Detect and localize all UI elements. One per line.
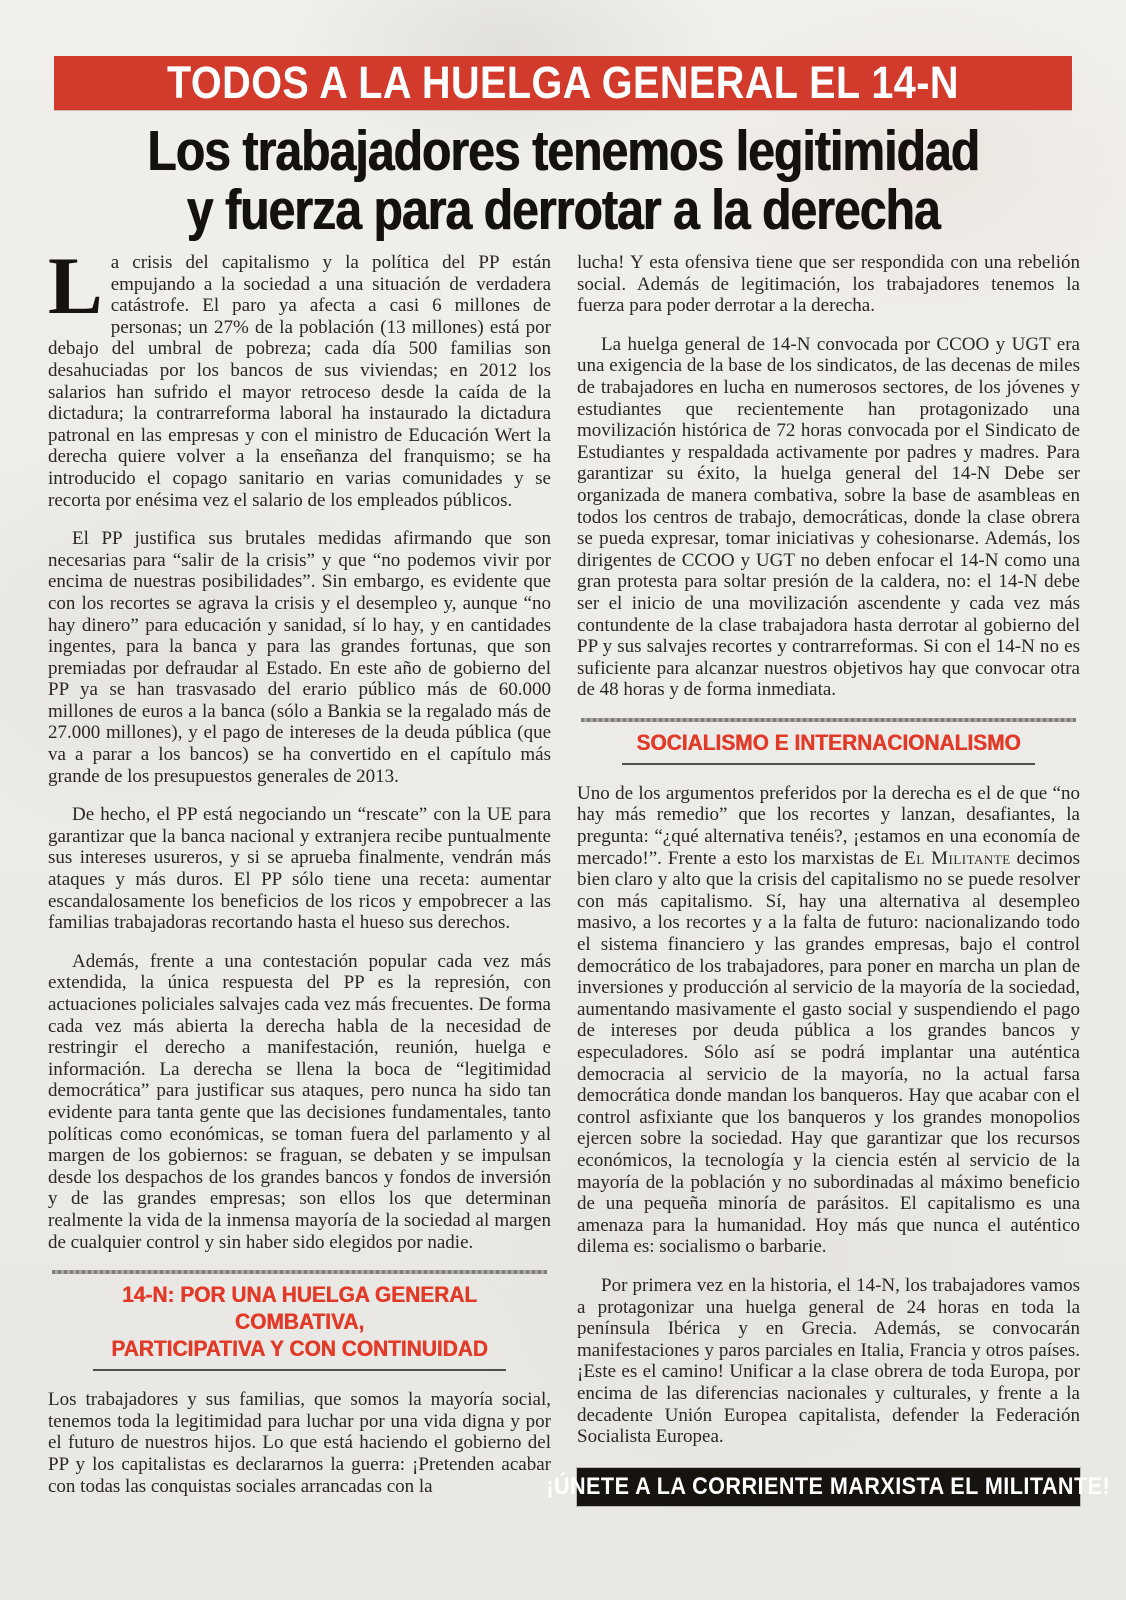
- headline-line-1: Los trabajadores tenemos legitimidad: [147, 119, 979, 183]
- headline-line-2: y fuerza para derrotar a la derecha: [186, 178, 940, 242]
- bottom-banner-text: ¡ÚNETE A LA CORRIENTE MARXISTA EL MILITANTE!: [546, 1472, 1111, 1500]
- paragraph-alternativa: [577, 783, 1080, 1258]
- paragraph-legitimidad: Los trabajadores y sus familias, que somos la mayoría social, tenemos toda la legitimidad para luchar por una vida digna y por el futuro de nuestros hijos. Lo que está haciendo el gobierno del PP y los capitalistas es declararnos la guerra: ¡Pretenden acabar con todas las conquistas sociales arrancadas con la: [48, 1389, 551, 1497]
- section-heading-socialismo: [577, 718, 1080, 765]
- paragraph-rescate: De hecho, el PP está negociando un “rescate” con la UE para garantizar que la banca nacional y extranjera recibe puntualmente sus intereses usureros, y si se aprueba finalmente, vendrán más ataques y más duros. El PP sólo tiene una receta: aumentar escandalosamente los beneficios de los ricos y empobrecer a las familias trabajadoras recortando hasta el hueso sus derechos.: [48, 804, 551, 934]
- section-heading-14n-line-2: PARTICIPATIVA Y CON CONTINUIDAD: [111, 1336, 488, 1362]
- paragraph-primera-vez: Por primera vez en la historia, el 14-N, los trabajadores vamos a protagonizar una huelga general de 24 horas en toda la península Ibérica y en Grecia. Además, se convocarán manifestaciones y paros parciales en Italia, Francia y otros países. ¡Este es el camino! Unificar a la clase obrera de toda Europa, por encima de las diferencias nacionales y culturales, y frente a la decadente Unión Europea capitalista, defender la Federación Socialista Europea.: [577, 1274, 1080, 1448]
- paragraph-huelga-general: La huelga general de 14-N convocada por CCOO y UGT era una exigencia de la base de los sindicatos, de las decenas de miles de trabajadores en lucha en numerosos sectores, de los jóvenes y estudiantes que recientemente han protagonizado una movilización histórica de 72 horas convocada por el Sindicato de Estudiantes y respaldada activamente por padres y madres. Para garantizar su éxito, la huelga general del 14-N Debe ser organizada de manera combativa, sobre la base de asambleas en todos los centros de trabajo, democráticas, donde la clase obrera se pueda expresar, tomar iniciativas y cohesionarse. Además, los dirigentes de CCOO y UGT no deben enfocar el 14-N como una gran protesta para soltar presión de la caldera, no: el 14-N debe ser el inicio de una movilización ascendente y cada vez más contundente de la clase trabajadora hasta derrotar al gobierno del PP y sus salvajes recortes y contrarreformas. Si con el 14-N no es suficiente para alcanzar nuestros objetivos hay que convocar otra de 48 horas y de forma inmediata.: [577, 333, 1080, 701]
- right-column: [546, 252, 1111, 1506]
- section-heading-14n: [48, 1270, 551, 1371]
- main-headline: [0, 119, 1126, 242]
- divider-rule-bottom: [93, 1369, 506, 1371]
- paragraph-alternativa-after: decimos bien claro y alto que la crisis del capitalismo no se puede resolver con más capitalismo. Sí, hay una alternativa al desempleo masivo, a los recortes y a la falta de futuro: nacionalizando todo el sistema financiero y las grandes empresas, bajo el control democrático de los trabajadores, para poner en marcha un plan de inversiones y producción al servicio de la mayoría de la sociedad, aumentando masivamente el gasto social y suspendiendo el pago de intereses por deuda pública a los grandes bancos y especuladores. Sólo así se podrá implantar una auténtica democracia al servicio de la mayoría, no la actual farsa democrática donde mandan los banqueros. Hay que acabar con el control asfixiante que los banqueros y los grandes monopolios ejercen sobre la sociedad. Hay que garantizar que los recursos económicos, la tecnología y la ciencia estén al servicio de la mayoría de la población y no subordinadas al máximo beneficio de una pequeña minoría de parásitos. El capitalismo es una amenaza para la humanidad. Hoy más que nunca el auténtico dilema es: socialismo o barbarie.: [577, 847, 1080, 1258]
- divider-rule-top: [581, 718, 1076, 722]
- brand-name: El Militante: [904, 847, 1011, 869]
- divider-rule-bottom: [622, 763, 1035, 765]
- top-banner-text: TODOS A LA HUELGA GENERAL EL 14-N: [167, 57, 959, 108]
- section-heading-socialismo-text: [577, 729, 1080, 756]
- section-heading-socialismo-line: SOCIALISMO E INTERNACIONALISMO: [636, 729, 1021, 755]
- article-body: [48, 240, 1111, 1506]
- bottom-banner: [546, 1468, 1111, 1506]
- paragraph-justificacion: El PP justifica sus brutales medidas afirmando que son necesarias para “salir de la crisis” y que “no podemos vivir por encima de nuestras posibilidades”. Sin embargo, es evidente que con los recortes se agrava la crisis y el desempleo y, aunque “no hay dinero” para educación y sanidad, sí lo hay, y en cantidades ingentes, para la banca y para las grandes fortunas, que son premiadas por defraudar al Estado. En este año de gobierno del PP ya se han trasvasado del erario público más de 60.000 millones de euros a la banca (sólo a Bankia se la regalado más de 27.000 millones), y el pago de intereses de la deuda pública (que va a parar a los bancos) se ha convertido en el capítulo más grande de los presupuestos generales de 2013.: [48, 528, 551, 787]
- section-heading-14n-line-1: 14-N: POR UNA HUELGA GENERAL COMBATIVA,: [122, 1282, 477, 1335]
- section-heading-14n-text: [48, 1281, 551, 1362]
- top-banner: [54, 56, 1072, 110]
- divider-rule-top: [52, 1270, 547, 1274]
- left-column: [48, 240, 551, 1506]
- paragraph-crisis: [48, 240, 551, 511]
- paragraph-represion: Además, frente a una contestación popular cada vez más extendida, la única respuesta del PP es la represión, con actuaciones policiales salvajes cada vez más frecuentes. De forma cada vez más abierta la derecha habla de la necesidad de restringir el derecho a manifestación, reunión, huelga e información. La derecha se llena la boca de “legitimidad democrática” para justificar sus ataques, pero nunca ha sido tan evidente para tanta gente que las decisiones fundamentales, tanto políticas como económicas, se toman fuera del parlamento y al margen de los gobiernos: se fraguan, se debaten y se impulsan desde los despachos de los grandes bancos y fondos de inversión y de las grandes empresas; son ellos los que determinan realmente la vida de la inmensa mayoría de la sociedad al margen de cualquier control y sin haber sido elegidos por nadie.: [48, 950, 551, 1253]
- drop-cap: L: [48, 240, 103, 331]
- paragraph-crisis-text: a crisis del capitalismo y la política del PP están empujando a la sociedad a una situación de verdadera catástrofe. El paro ya afecta a casi 6 millones de personas; un 27% de la población (13 millones) está por debajo del umbral de pobreza; cada día 500 familias son desahuciadas por los bancos de sus viviendas; en 2012 los salarios han sufrido el mayor retroceso desde la caída de la dictadura; la contrarreforma laboral ha instaurado la dictadura patronal en las empresas y con el ministro de Educación Wert la derecha quiere volver a la enseñanza del franquismo; se ha introducido el copago sanitario en varias comunidades y se recorta por enésima vez el salario de los empleados públicos.: [48, 252, 551, 511]
- paragraph-lucha: lucha! Y esta ofensiva tiene que ser respondida con una rebelión social. Además de legitimación, los trabajadores tenemos la fuerza para poder derrotar a la derecha.: [577, 252, 1080, 317]
- paragraph-alternativa-before: Uno de los argumentos preferidos por la derecha es el de que “no hay más remedio” que los recortes y lanzan, desafiantes, la pregunta: “¿qué alternativa tenéis?, ¡estamos en una economía de mercado!”. Frente a esto los marxistas de: [577, 782, 1080, 869]
